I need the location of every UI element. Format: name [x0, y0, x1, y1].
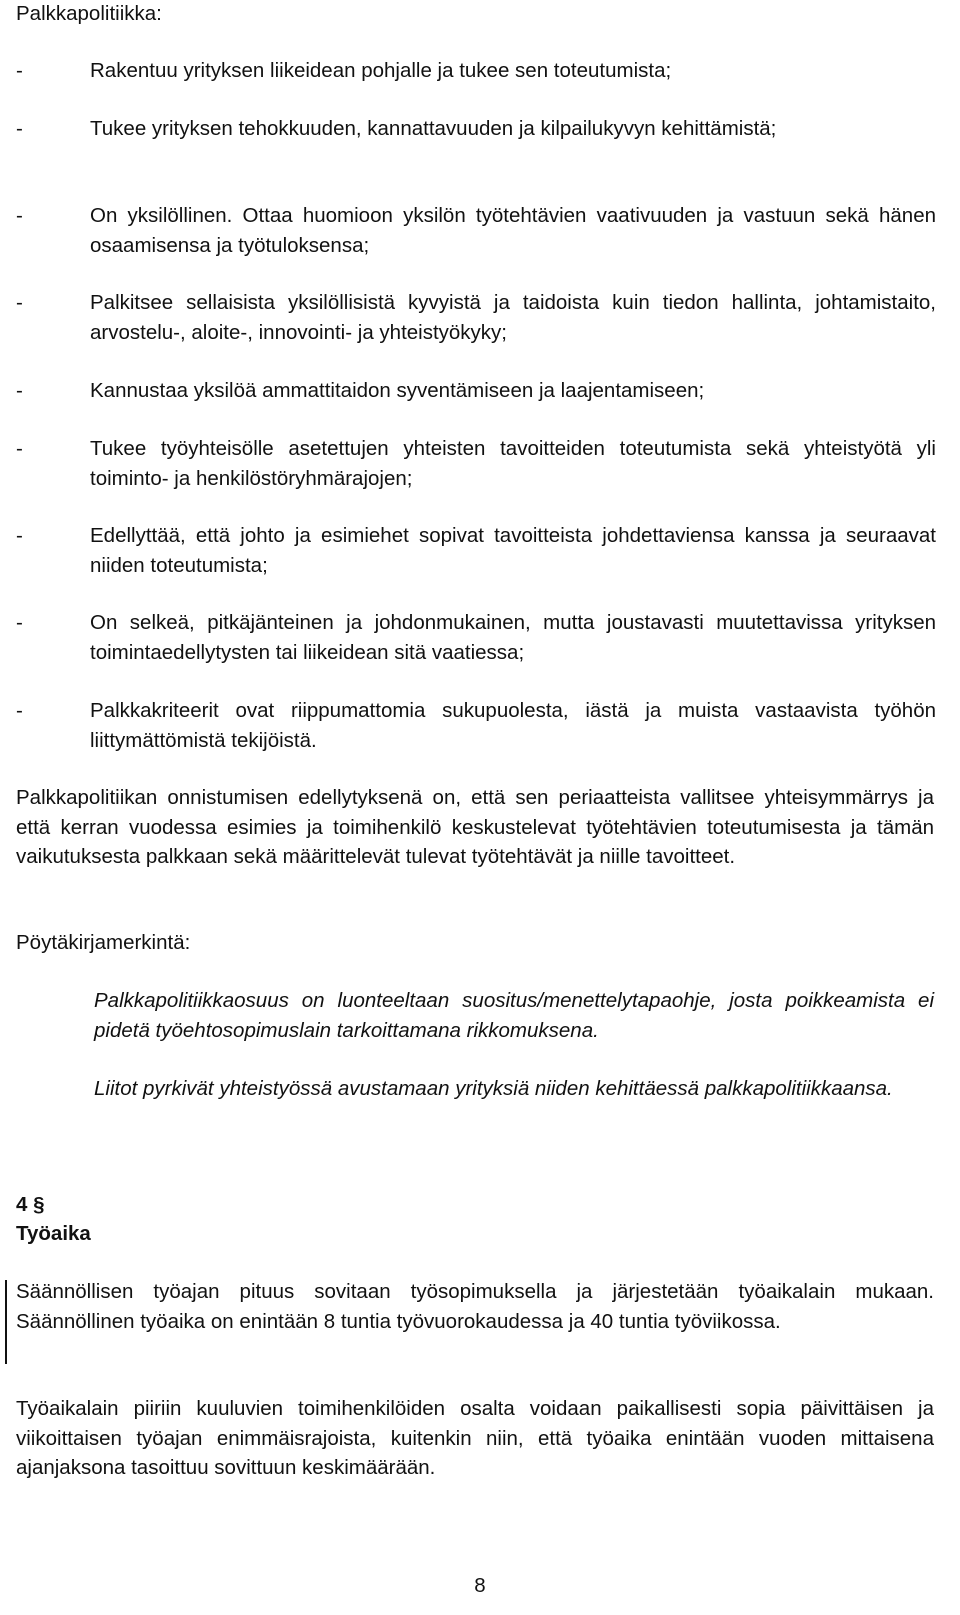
list-item — [16, 201, 936, 260]
list-item-text: Tukee yrityksen tehokkuuden, kannattavuuden ja kilpailukyvyn kehittämistä; — [90, 117, 777, 140]
list-item-text: Palkitsee sellaisista yksilöllisistä kyvyistä ja taidoista kuin tiedon hallinta, johtamistaito, arvostelu-, aloite-, innovointi- ja yhteistyökyky; — [90, 291, 936, 344]
list-dash: - — [16, 291, 23, 314]
list-dash: - — [16, 437, 23, 460]
list-item-text: Edellyttää, että johto ja esimiehet sopivat tavoitteista johdettaviensa kanssa ja seuraavat niiden toteutumista; — [90, 524, 936, 577]
page-number: 8 — [474, 1574, 486, 1597]
list-item — [16, 434, 936, 493]
section-number: 4 § — [16, 1193, 45, 1216]
protocol-note: Liitot pyrkivät yhteistyössä avustamaan yrityksiä niiden kehittäessä palkkapolitiikkaansa. — [94, 1077, 893, 1100]
list-item — [16, 376, 936, 406]
revision-bar — [5, 1280, 7, 1364]
list-item-text: Palkkakriteerit ovat riippumattomia sukupuolesta, iästä ja muista vastaavista työhön liittymättömistä tekijöistä. — [90, 699, 936, 752]
list-item — [16, 608, 936, 667]
list-item — [16, 56, 936, 86]
list-dash: - — [16, 204, 23, 227]
section-paragraph: Säännöllisen työajan pituus sovitaan työsopimuksella ja järjestetään työaikalain mukaan. Säännöllinen työaika on enintään 8 tuntia työvuorokaudessa ja 40 tuntia työviikossa. — [16, 1280, 934, 1333]
list-dash: - — [16, 611, 23, 634]
list-dash: - — [16, 524, 23, 547]
list-item-text: On selkeä, pitkäjänteinen ja johdonmukainen, mutta joustavasti muutettavissa yrityksen toimintaedellytysten tai liikeidean sitä vaatiessa; — [90, 611, 936, 664]
list-item-text: Kannustaa yksilöä ammattitaidon syventämiseen ja laajentamiseen; — [90, 379, 705, 402]
summary-paragraph: Palkkapolitiikan onnistumisen edellytyksenä on, että sen periaatteista vallitsee yhteisymmärrys ja että kerran vuodessa esimies ja toimihenkilö keskustelevat työtehtävien toteutumisesta ja tämän vaikutuksesta palkkaan sekä määrittelevät tulevat työtehtävät ja niille tavoitteet. — [16, 786, 934, 868]
list-item — [16, 288, 936, 347]
list-dash: - — [16, 117, 23, 140]
list-dash: - — [16, 59, 23, 82]
section-paragraph: Työaikalain piiriin kuuluvien toimihenkilöiden osalta voidaan paikallisesti sopia päivittäisen ja viikoittaisen työajan enimmäisrajoista, kuitenkin niin, että työaika enintään vuoden mittaisena ajanjaksona tasoittuu sovittuun keskimäärään. — [16, 1397, 934, 1479]
list-item — [16, 114, 936, 144]
section-title: Työaika — [16, 1222, 91, 1245]
protocol-note: Palkkapolitiikkaosuus on luonteeltaan suositus/menettelytapaohje, josta poikkeamista ei pidetä työehtosopimuslain tarkoittamana rikkomuksena. — [94, 989, 934, 1042]
protocol-note-label: Pöytäkirjamerkintä: — [16, 931, 191, 954]
list-dash: - — [16, 379, 23, 402]
list-dash: - — [16, 699, 23, 722]
list-item — [16, 696, 936, 755]
list-item-text: Rakentuu yrityksen liikeidean pohjalle ja tukee sen toteutumista; — [90, 59, 672, 82]
list-item — [16, 521, 936, 580]
list-heading: Palkkapolitiikka: — [16, 2, 162, 25]
list-item-text: Tukee työyhteisölle asetettujen yhteisten tavoitteiden toteutumista sekä yhteistyötä yli toiminto- ja henkilöstöryhmärajojen; — [90, 437, 936, 490]
list-item-text: On yksilöllinen. Ottaa huomioon yksilön työtehtävien vaativuuden ja vastuun sekä hänen osaamisensa ja työtuloksensa; — [90, 204, 936, 257]
